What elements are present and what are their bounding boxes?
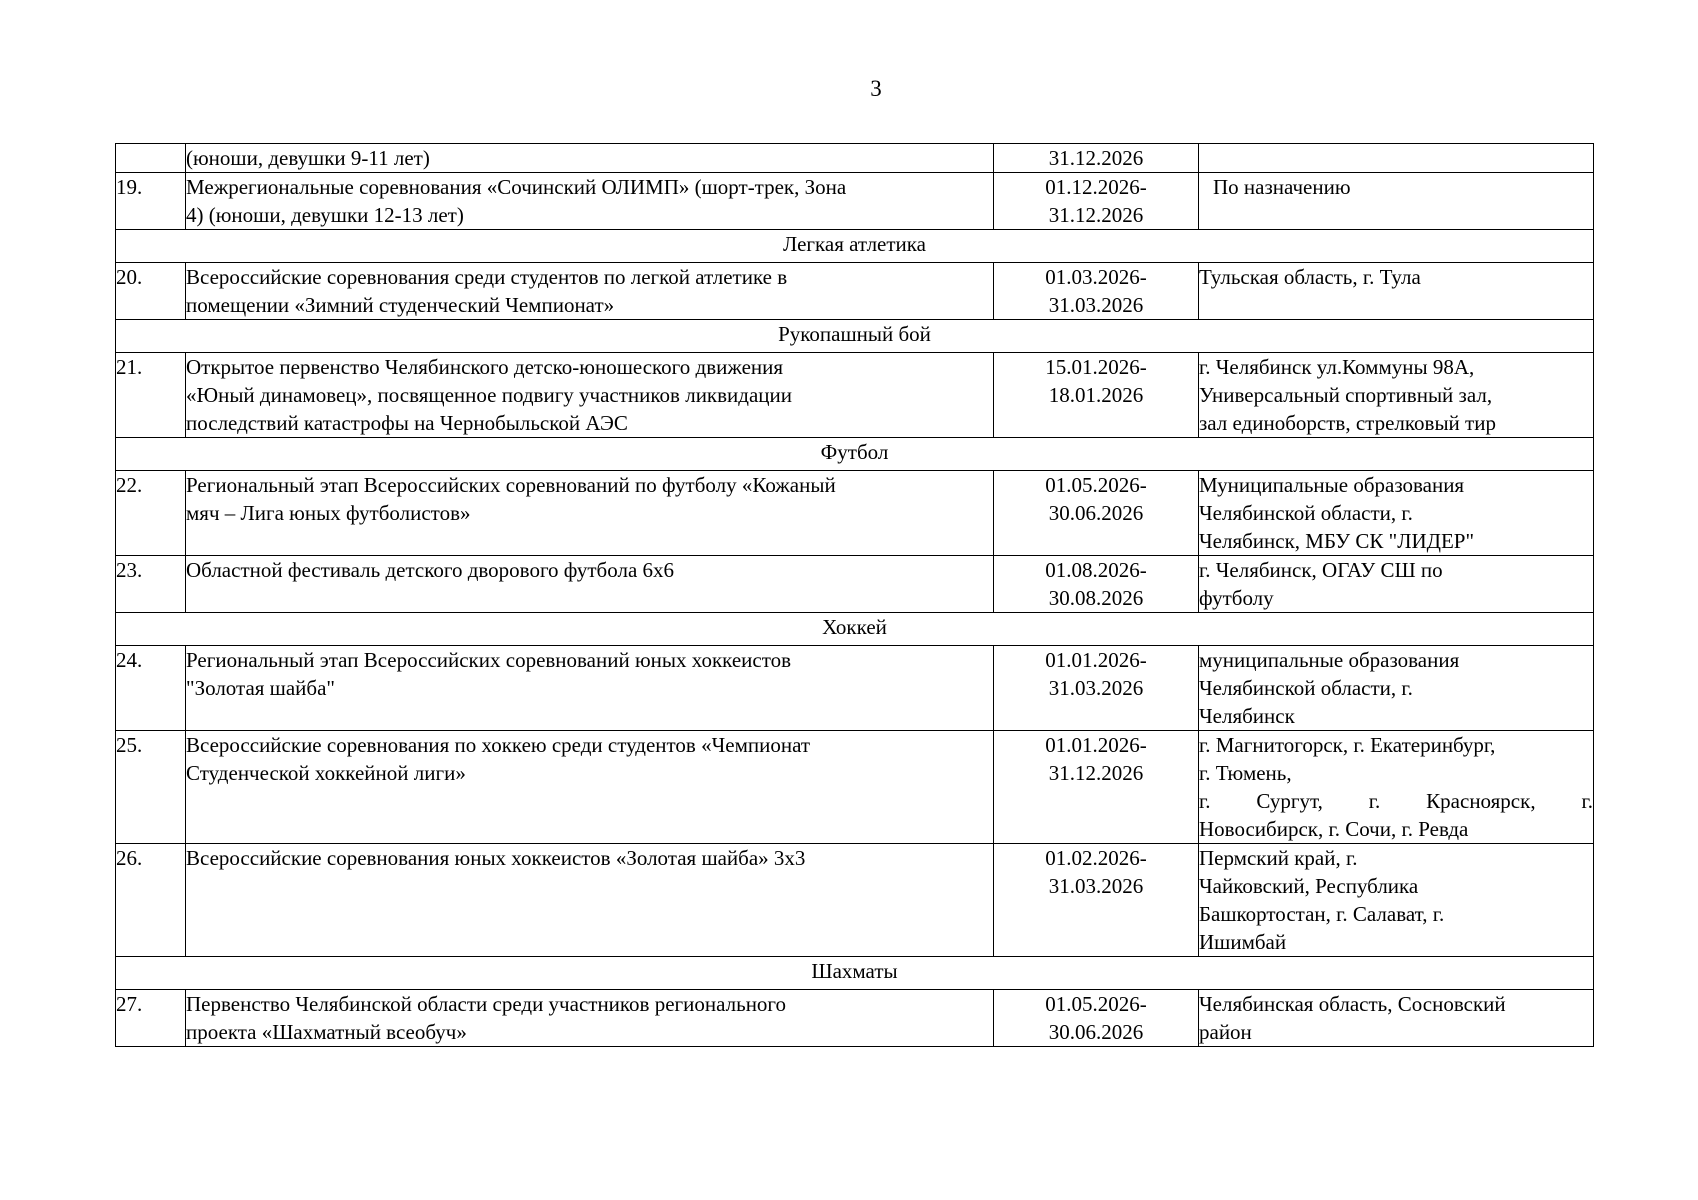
event-place (1199, 990, 1594, 1047)
event-place-line: Ишимбай (1199, 930, 1287, 954)
event-place-line: Башкортостан, г. Салават, г. (1199, 902, 1445, 926)
event-place-line: Челябинская область, Сосновский (1199, 992, 1506, 1016)
event-place-line: г. Тюмень, (1199, 761, 1292, 785)
row-number: 27. (116, 990, 186, 1047)
event-dates-line: 30.06.2026 (1048, 501, 1144, 525)
event-name (186, 990, 994, 1047)
table-row (116, 173, 1594, 230)
section-title: Легкая атлетика (116, 230, 1594, 263)
event-dates-line: 18.01.2026 (1048, 383, 1144, 407)
event-dates (994, 353, 1199, 438)
event-dates-line: 01.05.2026- (1045, 992, 1147, 1016)
event-name-line: последствий катастрофы на Чернобыльской АЭС (186, 411, 628, 435)
row-number: 25. (116, 731, 186, 844)
event-dates-line: 01.05.2026- (1045, 473, 1147, 497)
section-title: Хоккей (116, 613, 1594, 646)
event-place-line: г. Челябинск, ОГАУ СШ по (1199, 558, 1443, 582)
event-place-line: г. Магнитогорск, г. Екатеринбург, (1199, 733, 1496, 757)
event-place (1199, 844, 1594, 957)
event-name-line: Региональный этап Всероссийских соревнований по футболу «Кожаный (186, 473, 836, 497)
event-place (1199, 144, 1594, 173)
event-name-line: помещении «Зимний студенческий Чемпионат» (186, 293, 615, 317)
event-place-line: муниципальные образования (1199, 648, 1460, 672)
row-number: 21. (116, 353, 186, 438)
table-row (116, 353, 1594, 438)
event-place (1199, 471, 1594, 556)
event-dates-line: 31.12.2026 (1048, 203, 1144, 227)
event-name-line: Открытое первенство Челябинского детско-юношеского движения (186, 355, 784, 379)
event-dates (994, 556, 1199, 613)
events-table-body (116, 144, 1594, 1047)
section-header-row (116, 320, 1594, 353)
row-number (116, 144, 186, 173)
event-dates-line: 15.01.2026- (1045, 355, 1147, 379)
event-place-line: Чайковский, Республика (1199, 874, 1419, 898)
event-place-line: футболу (1199, 586, 1274, 610)
event-dates-line: 01.01.2026- (1045, 648, 1147, 672)
event-name-line: мяч – Лига юных футболистов» (186, 501, 471, 525)
table-row (116, 731, 1594, 844)
event-name (186, 556, 994, 613)
event-dates-line: 01.02.2026- (1045, 846, 1147, 870)
event-place-line: г. Челябинск ул.Коммуны 98А, (1199, 355, 1475, 379)
event-name-line: Областной фестиваль детского дворового футбола 6х6 (186, 558, 675, 582)
table-row (116, 263, 1594, 320)
event-place-line: Челябинской области, г. (1199, 676, 1413, 700)
event-place (1199, 731, 1594, 844)
section-header-row (116, 957, 1594, 990)
event-place-line: Тульская область, г. Тула (1199, 265, 1421, 289)
event-dates (994, 990, 1199, 1047)
event-name (186, 471, 994, 556)
section-title: Рукопашный бой (116, 320, 1594, 353)
event-place-line: По назначению (1213, 175, 1351, 199)
page-number: 3 (870, 76, 882, 101)
table-row (116, 144, 1594, 173)
event-place-line: Пермский край, г. (1199, 846, 1358, 870)
event-name-line: Региональный этап Всероссийских соревнований юных хоккеистов (186, 648, 792, 672)
events-table (115, 143, 1594, 1047)
event-name (186, 646, 994, 731)
event-dates-line: 31.03.2026 (1048, 293, 1144, 317)
event-name (186, 731, 994, 844)
event-name-line: проекта «Шахматный всеобуч» (186, 1020, 467, 1044)
event-place-line: Муниципальные образования (1199, 473, 1465, 497)
event-dates (994, 471, 1199, 556)
event-place (1199, 173, 1594, 230)
event-place-line: г. Сургут, г. Красноярск, г. (1199, 789, 1593, 813)
section-header-row (116, 438, 1594, 471)
event-dates-line: 01.01.2026- (1045, 733, 1147, 757)
event-name (186, 844, 994, 957)
event-name-line: «Юный динамовец», посвященное подвигу участников ликвидации (186, 383, 793, 407)
event-dates (994, 731, 1199, 844)
event-place-line: Челябинск, МБУ СК "ЛИДЕР" (1199, 529, 1475, 553)
event-dates-line: 30.06.2026 (1048, 1020, 1144, 1044)
table-row (116, 990, 1594, 1047)
table-row (116, 646, 1594, 731)
row-number: 20. (116, 263, 186, 320)
event-dates (994, 144, 1199, 173)
event-dates-line: 01.03.2026- (1045, 265, 1147, 289)
section-header-row (116, 230, 1594, 263)
table-row (116, 556, 1594, 613)
event-dates (994, 646, 1199, 731)
event-place-line: Челябинск (1199, 704, 1295, 728)
section-title: Шахматы (116, 957, 1594, 990)
event-name-line: 4) (юноши, девушки 12-13 лет) (186, 203, 464, 227)
event-name-line: Всероссийские соревнования среди студентов по легкой атлетике в (186, 265, 788, 289)
event-place-line: Новосибирск, г. Сочи, г. Ревда (1199, 817, 1469, 841)
event-place-line: Универсальный спортивный зал, (1199, 383, 1493, 407)
event-place (1199, 556, 1594, 613)
event-name (186, 263, 994, 320)
event-dates-line: 01.08.2026- (1045, 558, 1147, 582)
event-dates-line: 30.08.2026 (1048, 586, 1144, 610)
event-dates-line: 31.12.2026 (1048, 146, 1144, 170)
event-name-line: (юноши, девушки 9-11 лет) (186, 146, 430, 170)
row-number: 19. (116, 173, 186, 230)
event-name-line: Первенство Челябинской области среди участников регионального (186, 992, 787, 1016)
event-place-line: зал единоборств, стрелковый тир (1199, 411, 1496, 435)
event-name-line: Всероссийские соревнования юных хоккеистов «Золотая шайба» 3х3 (186, 846, 806, 870)
event-name (186, 144, 994, 173)
event-name (186, 173, 994, 230)
section-title: Футбол (116, 438, 1594, 471)
event-dates (994, 173, 1199, 230)
event-dates (994, 844, 1199, 957)
event-dates-line: 31.03.2026 (1048, 676, 1144, 700)
event-place (1199, 353, 1594, 438)
event-place (1199, 646, 1594, 731)
event-name-line: Всероссийские соревнования по хоккею среди студентов «Чемпионат (186, 733, 811, 757)
table-row (116, 844, 1594, 957)
event-dates (994, 263, 1199, 320)
event-dates-line: 31.12.2026 (1048, 761, 1144, 785)
event-name-line: Межрегиональные соревнования «Сочинский ОЛИМП» (шорт-трек, Зона (186, 175, 847, 199)
row-number: 22. (116, 471, 186, 556)
row-number: 23. (116, 556, 186, 613)
event-dates-line: 31.03.2026 (1048, 874, 1144, 898)
event-name (186, 353, 994, 438)
event-place-line: Челябинской области, г. (1199, 501, 1413, 525)
table-row (116, 471, 1594, 556)
event-name-line: "Золотая шайба" (186, 676, 335, 700)
row-number: 24. (116, 646, 186, 731)
event-dates-line: 01.12.2026- (1045, 175, 1147, 199)
row-number: 26. (116, 844, 186, 957)
event-place (1199, 263, 1594, 320)
event-place-line: район (1199, 1020, 1252, 1044)
section-header-row (116, 613, 1594, 646)
event-name-line: Студенческой хоккейной лиги» (186, 761, 466, 785)
